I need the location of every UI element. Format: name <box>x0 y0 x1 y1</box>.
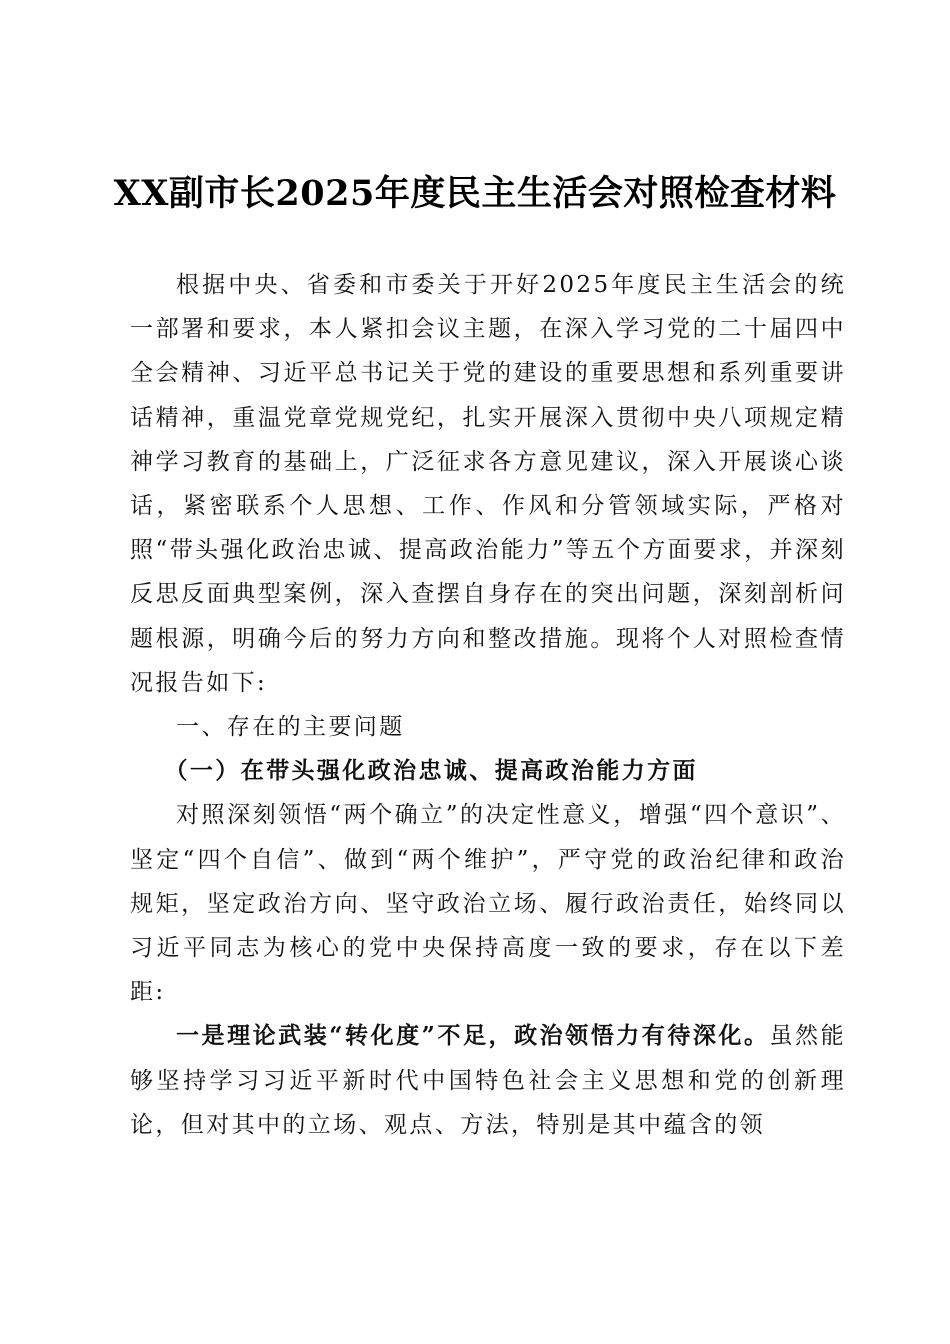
point-paragraph <box>130 1014 846 1147</box>
point-text: 虽然能够坚持学习习近平新时代中国特色社会主义思想和党的创新理论，但对其中的立场、观点、方法，特别是其中蕴含的领 <box>130 1023 847 1138</box>
intro-paragraph: 根据中央、省委和市委关于开好2025年度民主生活会的统一部署和要求，本人紧扣会议主题，在深入学习党的二十届四中全会精神、习近平总书记关于党的建设的重要思想和系列重要讲话精神，重温党章党规党纪，扎实开展深入贯彻中央八项规定精神学习教育的基础上，广泛征求各方意见建议，深入开展谈心谈话，紧密联系个人思想、工作、作风和分管领域实际，严格对照“带头强化政治忠诚、提高政治能力”等五个方面要求，并深刻反思反面典型案例，深入查摆自身存在的突出问题，深刻剖析问题根源，明确今后的努力方向和整改措施。现将个人对照检查情况报告如下: <box>130 272 846 696</box>
point-lead: 一是理论武装“转化度”不足，政治领悟力有待深化。 <box>176 1022 770 1050</box>
subsection-paragraph: 对照深刻领悟“两个确立”的决定性意义，增强“四个意识”、坚定“四个自信”、做到“两个维护”，严守党的政治纪律和政治规矩，坚定政治方向、坚守政治立场、履行政治责任，始终同以习近平同志为核心的党中央保持高度一致的要求，存在以下差距: <box>130 802 846 1006</box>
document-title: XX副市长2025年度民主生活会对照检查材料 <box>113 173 837 214</box>
document-body <box>130 263 846 1147</box>
subsection-heading: （一）在带头强化政治忠诚、提高政治能力方面 <box>164 757 698 785</box>
section-heading: 一、存在的主要问题 <box>176 714 405 741</box>
